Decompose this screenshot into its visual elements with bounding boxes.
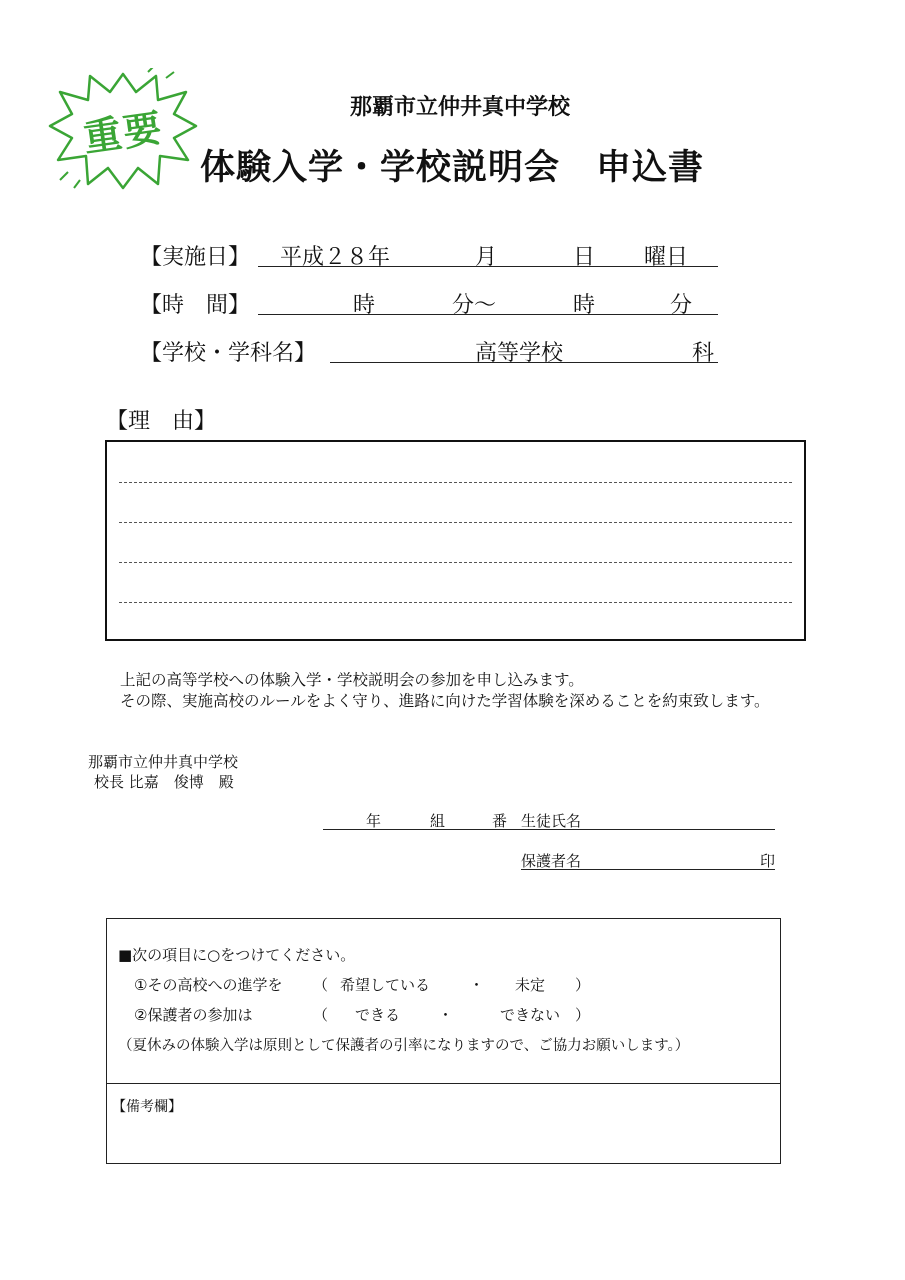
badge-text: 重要 bbox=[80, 105, 167, 161]
reason-line bbox=[119, 562, 792, 563]
date-day[interactable]: 日 bbox=[573, 245, 596, 270]
q1-open: （ bbox=[313, 976, 329, 994]
statement-line-1: 上記の高等学校への体験入学・学校説明会の参加を申し込みます。 bbox=[120, 671, 584, 689]
addressee-school: 那覇市立仲井真中学校 bbox=[88, 753, 239, 771]
reason-label: 【理 由】 bbox=[106, 409, 217, 434]
date-month[interactable]: 月 bbox=[475, 245, 498, 270]
q1-separator: ・ bbox=[469, 976, 485, 994]
reason-line bbox=[119, 602, 792, 603]
school-type[interactable]: 高等学校 bbox=[475, 341, 564, 366]
guardian-underline[interactable] bbox=[521, 869, 775, 870]
remarks-field[interactable] bbox=[107, 1116, 779, 1161]
student-year[interactable]: 年 bbox=[366, 812, 382, 830]
page-title: 体験入学・学校説明会 申込書 bbox=[200, 148, 705, 188]
survey-instruction: ■次の項目に○をつけてください。 bbox=[118, 946, 356, 964]
q1-close: ） bbox=[575, 976, 591, 994]
q1-option-hope[interactable]: 希望している bbox=[340, 976, 431, 994]
important-badge bbox=[48, 68, 198, 193]
reason-line bbox=[119, 482, 792, 483]
q1-option-undecided[interactable]: 未定 bbox=[515, 976, 546, 994]
date-year[interactable]: 平成２８年 bbox=[280, 245, 391, 270]
q2-close: ） bbox=[575, 1006, 591, 1024]
time-hour-start[interactable]: 時 bbox=[353, 293, 376, 318]
survey-note: （夏休みの体験入学は原則として保護者の引率になりますので、ご協力お願いします。） bbox=[118, 1038, 690, 1054]
q2-label: ②保護者の参加は bbox=[134, 1006, 253, 1024]
time-minute-start[interactable]: 分～ bbox=[452, 293, 497, 318]
addressee-principal: 校長 比嘉 俊博 殿 bbox=[94, 773, 234, 791]
student-number[interactable]: 番 bbox=[492, 812, 508, 830]
seal-label: 印 bbox=[760, 852, 776, 870]
q2-separator: ・ bbox=[438, 1006, 454, 1024]
reason-box[interactable] bbox=[105, 440, 806, 641]
q1-label: ①その高校への進学を bbox=[134, 976, 283, 994]
school-dept[interactable]: 科 bbox=[692, 341, 715, 366]
reason-line bbox=[119, 522, 792, 523]
statement-line-2: その際、実施高校のルールをよく守り、進路に向けた学習体験を深めることを約束致します。 bbox=[120, 692, 770, 710]
time-hour-end[interactable]: 時 bbox=[573, 293, 596, 318]
q2-option-yes[interactable]: できる bbox=[355, 1006, 401, 1024]
q2-open: （ bbox=[313, 1006, 329, 1024]
student-name-label: 生徒氏名 bbox=[521, 812, 582, 830]
student-underline[interactable] bbox=[323, 829, 775, 830]
date-label: 【実施日】 bbox=[140, 245, 251, 270]
guardian-name-label: 保護者名 bbox=[521, 852, 582, 870]
divider bbox=[107, 1083, 780, 1084]
school-name: 那覇市立仲井真中学校 bbox=[349, 95, 570, 120]
remarks-label: 【備考欄】 bbox=[112, 1099, 182, 1115]
date-weekday[interactable]: 曜日 bbox=[644, 245, 689, 270]
time-minute-end[interactable]: 分 bbox=[670, 293, 693, 318]
q2-option-no[interactable]: できない bbox=[500, 1006, 561, 1024]
time-label: 【時 間】 bbox=[140, 293, 251, 318]
school-dept-label: 【学校・学科名】 bbox=[140, 341, 317, 366]
student-class[interactable]: 組 bbox=[430, 812, 446, 830]
